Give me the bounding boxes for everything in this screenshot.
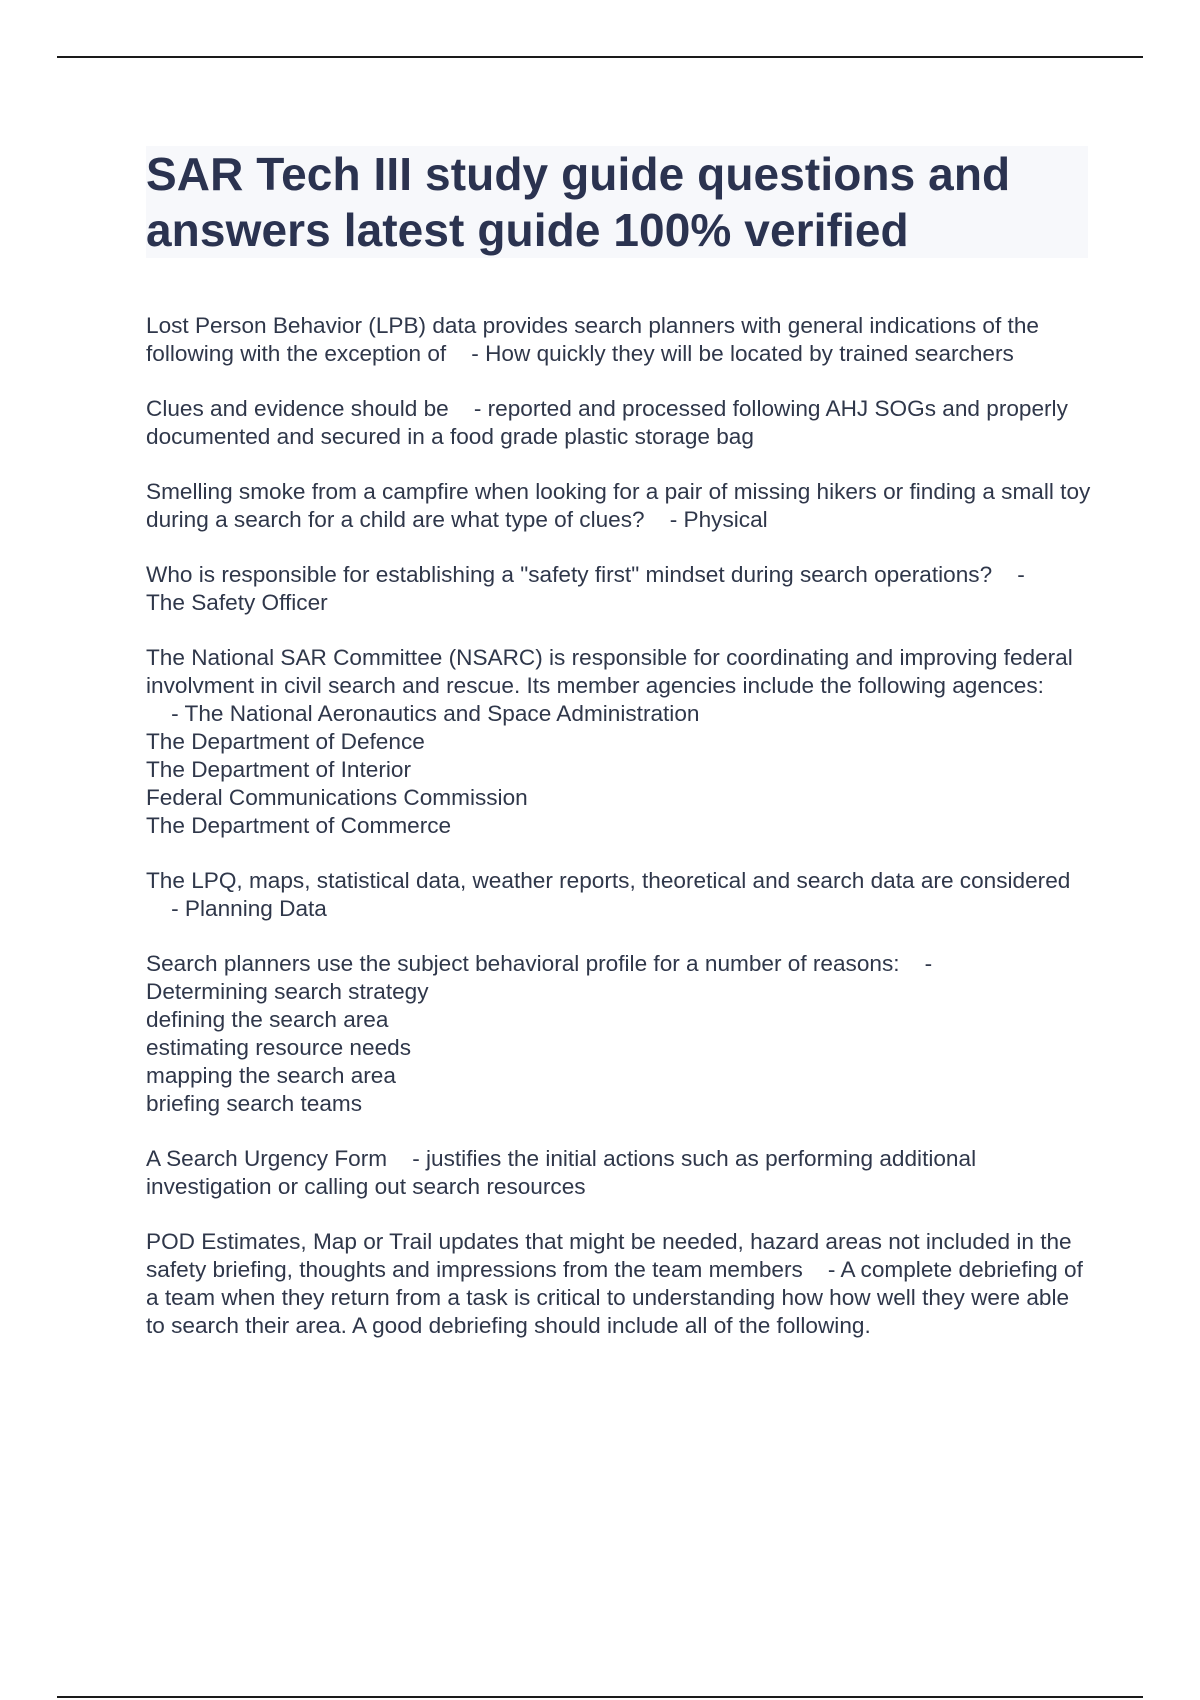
question-text: Smelling smoke from a campfire when looking for a pair of missing hikers or finding a small toy during a search for a child are what type of clues? (146, 479, 1091, 532)
qa-item: Clues and evidence should be - reported and processed following AHJ SOGs and properly documented and secured in a food grade plastic storage bag (146, 396, 1068, 449)
answer-line: The Department of Interior (146, 757, 411, 782)
answer-line: The Department of Commerce (146, 813, 452, 838)
question-text: Clues and evidence should be (146, 396, 449, 421)
answer-line: Federal Communications Commission (146, 785, 528, 810)
question-text: The National SAR Committee (NSARC) is responsible for coordinating and improving federal involvment in civil search and rescue. Its member agencies include the following agences: (146, 645, 1073, 698)
title-block (146, 146, 1088, 258)
answer-text: Planning Data (184, 896, 327, 921)
answer-line: The Department of Defence (146, 729, 425, 754)
question-text: POD Estimates, Map or Trail updates that might be needed, hazard areas not included in the safety briefing, thoughts and impressions from the team members (146, 1229, 1072, 1282)
top-rule (57, 56, 1143, 58)
qa-item: The LPQ, maps, statistical data, weather reports, theoretical and search data are considered - Planning Data (146, 868, 1071, 921)
answer-text: Physical (683, 507, 768, 532)
answer-text: reported and processed following AHJ SOGs and properly documented and secured in a food grade plastic storage bag (146, 396, 1068, 449)
answer-line: The Safety Officer (146, 590, 328, 615)
answer-line: briefing search teams (146, 1091, 362, 1116)
answer-line: mapping the search area (146, 1063, 396, 1088)
answer-text: The National Aeronautics and Space Administration (184, 701, 700, 726)
qa-item: Search planners use the subject behavioral profile for a number of reasons: - Determining search strategy defining the search area estimating resource needs mapping the search area briefing search teams (146, 950, 1091, 1118)
answer-text: A complete debriefing of a team when they return from a task is critical to understanding how how well they were able to search their area. A good debriefing should include all of the following. (146, 1257, 1083, 1338)
answer-line: Determining search strategy (146, 979, 429, 1004)
document-title: SAR Tech III study guide questions and answers latest guide 100% verified (146, 148, 1011, 256)
question-text: Search planners use the subject behavioral profile for a number of reasons: (146, 951, 900, 976)
qa-item: POD Estimates, Map or Trail updates that might be needed, hazard areas not included in the safety briefing, thoughts and impressions from the team members - A complete debriefing of a team when they return from a task is critical to understanding how how well they were able to search their area. A good debriefing should include all of the following. (146, 1229, 1083, 1338)
bottom-rule (57, 1696, 1143, 1698)
question-text: Lost Person Behavior (LPB) data provides search planners with general indications of the following with the exception of (146, 313, 1039, 366)
answer-line: defining the search area (146, 1007, 389, 1032)
qa-item: Smelling smoke from a campfire when looking for a pair of missing hikers or finding a small toy during a search for a child are what type of clues? - Physical (146, 479, 1091, 532)
answer-line: estimating resource needs (146, 1035, 411, 1060)
qa-item: Who is responsible for establishing a "safety first" mindset during search operations? - The Safety Officer (146, 561, 1091, 617)
qa-item: Lost Person Behavior (LPB) data provides search planners with general indications of the following with the exception of - How quickly they will be located by trained searchers (146, 313, 1039, 366)
qa-item: The National SAR Committee (NSARC) is responsible for coordinating and improving federal involvment in civil search and rescue. Its member agencies include the following agences: - The National Aeronautics and Space Administration The Department of Defence The Department of Interior Federal Communications Commission The Department of Commerce (146, 644, 1091, 840)
question-text: Who is responsible for establishing a "safety first" mindset during search operations? (146, 562, 993, 587)
question-text: The LPQ, maps, statistical data, weather reports, theoretical and search data are considered (146, 868, 1071, 893)
qa-list (146, 312, 1091, 1367)
answer-text: justifies the initial actions such as performing additional investigation or calling out search resources (146, 1146, 977, 1199)
qa-item: A Search Urgency Form - justifies the initial actions such as performing additional investigation or calling out search resources (146, 1146, 977, 1199)
question-text: A Search Urgency Form (146, 1146, 388, 1171)
answer-text: How quickly they will be located by trained searchers (485, 341, 1014, 366)
